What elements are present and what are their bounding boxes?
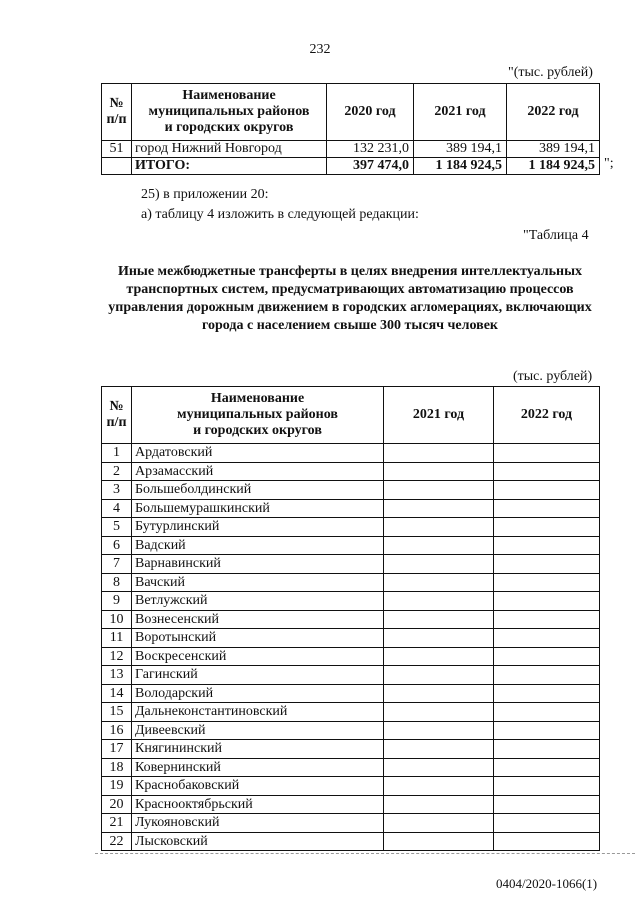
- row-2021: [384, 518, 494, 537]
- header-2021: 2021 год: [414, 84, 507, 141]
- row-num: 20: [102, 795, 132, 814]
- total-num: [102, 158, 132, 175]
- table-row: [102, 610, 600, 629]
- row-2022: [494, 555, 600, 574]
- total-2022: 1 184 924,5: [507, 158, 600, 175]
- row-2021: [384, 795, 494, 814]
- total-2021: 1 184 924,5: [414, 158, 507, 175]
- row-2022: [494, 610, 600, 629]
- row-2022: [494, 777, 600, 796]
- row-num: 51: [102, 141, 132, 158]
- row-2022: [494, 592, 600, 611]
- row-name: Ветлужский: [132, 592, 384, 611]
- table-row: [102, 832, 600, 851]
- row-2021: [384, 832, 494, 851]
- row-num: 16: [102, 721, 132, 740]
- row-name: Дивеевский: [132, 721, 384, 740]
- row-2021: 389 194,1: [414, 141, 507, 158]
- row-num: 4: [102, 499, 132, 518]
- row-2021: [384, 481, 494, 500]
- row-num: 1: [102, 444, 132, 463]
- row-2021: [384, 610, 494, 629]
- table-row: [102, 555, 600, 574]
- row-name: Вадский: [132, 536, 384, 555]
- table-row: [102, 444, 600, 463]
- row-num: 6: [102, 536, 132, 555]
- row-2021: [384, 758, 494, 777]
- row-2021: [384, 703, 494, 722]
- row-num: 10: [102, 610, 132, 629]
- table-row: [102, 573, 600, 592]
- header-name: Наименование муниципальных районов и городских округов: [132, 387, 384, 444]
- row-2022: 389 194,1: [507, 141, 600, 158]
- row-name: Вознесенский: [132, 610, 384, 629]
- row-name: Ковернинский: [132, 758, 384, 777]
- table-row: [102, 647, 600, 666]
- row-2022: [494, 444, 600, 463]
- table-row: [102, 141, 600, 158]
- appropriations-table: [101, 83, 600, 175]
- row-name: Княгининский: [132, 740, 384, 759]
- row-num: 19: [102, 777, 132, 796]
- row-2022: [494, 629, 600, 648]
- table-row: [102, 629, 600, 648]
- table-row: [102, 518, 600, 537]
- row-2022: [494, 721, 600, 740]
- row-2022: [494, 647, 600, 666]
- row-num: 21: [102, 814, 132, 833]
- table-row: [102, 536, 600, 555]
- table-row: [102, 814, 600, 833]
- row-num: 14: [102, 684, 132, 703]
- row-num: 8: [102, 573, 132, 592]
- row-2022: [494, 795, 600, 814]
- row-2021: [384, 536, 494, 555]
- row-2022: [494, 832, 600, 851]
- row-2022: [494, 740, 600, 759]
- row-num: 13: [102, 666, 132, 685]
- table2-body: [102, 444, 600, 851]
- row-name: Варнавинский: [132, 555, 384, 574]
- header-2022: 2022 год: [507, 84, 600, 141]
- row-name: Воскресенский: [132, 647, 384, 666]
- row-2021: [384, 555, 494, 574]
- row-num: 3: [102, 481, 132, 500]
- row-2022: [494, 518, 600, 537]
- transfers-table: [101, 386, 600, 851]
- header-2021: 2021 год: [384, 387, 494, 444]
- row-2021: [384, 740, 494, 759]
- row-name: Володарский: [132, 684, 384, 703]
- row-num: 22: [102, 832, 132, 851]
- row-num: 11: [102, 629, 132, 648]
- row-name: Дальнеконстантиновский: [132, 703, 384, 722]
- row-2022: [494, 499, 600, 518]
- table2-header-row: [102, 387, 600, 444]
- header-num: № п/п: [102, 84, 132, 141]
- row-2021: [384, 666, 494, 685]
- row-2021: [384, 814, 494, 833]
- row-2022: [494, 666, 600, 685]
- row-2020: 132 231,0: [327, 141, 414, 158]
- table-heading: Иные межбюджетные трансферты в целях внедрения интеллектуальных транспортных систем, предусматривающих автоматизацию процессов управления дорожным движением в городских агломерациях, включающих города с населением свыше 300 тысяч человек: [108, 264, 592, 333]
- total-2020: 397 474,0: [327, 158, 414, 175]
- row-name: Лукояновский: [132, 814, 384, 833]
- table-row: [102, 703, 600, 722]
- row-name: Краснооктябрьский: [132, 795, 384, 814]
- row-2022: [494, 573, 600, 592]
- row-2021: [384, 647, 494, 666]
- row-name: Краснобаковский: [132, 777, 384, 796]
- header-num: № п/п: [102, 387, 132, 444]
- table-row: [102, 592, 600, 611]
- table-row: [102, 777, 600, 796]
- table-label: "Таблица 4: [523, 228, 589, 243]
- row-2022: [494, 462, 600, 481]
- row-name: Бутурлинский: [132, 518, 384, 537]
- row-name: город Нижний Новгород: [132, 141, 327, 158]
- row-2021: [384, 444, 494, 463]
- row-2022: [494, 481, 600, 500]
- table-row: [102, 499, 600, 518]
- total-label: ИТОГО:: [132, 158, 327, 175]
- row-name: Большеболдинский: [132, 481, 384, 500]
- row-num: 5: [102, 518, 132, 537]
- footer-divider: [95, 853, 635, 854]
- row-2021: [384, 777, 494, 796]
- row-num: 9: [102, 592, 132, 611]
- row-name: Арзамасский: [132, 462, 384, 481]
- row-num: 15: [102, 703, 132, 722]
- row-2021: [384, 592, 494, 611]
- table2-unit: (тыс. рублей): [513, 369, 593, 384]
- table1-unit: "(тыс. рублей): [508, 65, 593, 80]
- row-num: 7: [102, 555, 132, 574]
- table-row: [102, 740, 600, 759]
- header-2022: 2022 год: [494, 387, 600, 444]
- row-num: 17: [102, 740, 132, 759]
- row-num: 18: [102, 758, 132, 777]
- row-2022: [494, 814, 600, 833]
- table-row: [102, 758, 600, 777]
- row-name: Вачский: [132, 573, 384, 592]
- header-name: Наименование муниципальных районов и городских округов: [132, 84, 327, 141]
- paragraph-25: 25) в приложении 20:: [141, 187, 269, 202]
- row-num: 2: [102, 462, 132, 481]
- table-row: [102, 684, 600, 703]
- table-row: [102, 666, 600, 685]
- row-2021: [384, 573, 494, 592]
- row-2021: [384, 462, 494, 481]
- table-row: [102, 795, 600, 814]
- row-2021: [384, 499, 494, 518]
- row-name: Лысковский: [132, 832, 384, 851]
- row-name: Гагинский: [132, 666, 384, 685]
- header-2020: 2020 год: [327, 84, 414, 141]
- paragraph-a: а) таблицу 4 изложить в следующей редакции:: [141, 207, 419, 222]
- row-2021: [384, 721, 494, 740]
- table1-header-row: [102, 84, 600, 141]
- row-name: Ардатовский: [132, 444, 384, 463]
- row-2022: [494, 703, 600, 722]
- row-num: 12: [102, 647, 132, 666]
- table-row: [102, 462, 600, 481]
- row-2022: [494, 758, 600, 777]
- table-row: [102, 481, 600, 500]
- page-number: 232: [309, 42, 331, 57]
- row-2021: [384, 629, 494, 648]
- row-2022: [494, 684, 600, 703]
- table-row: [102, 721, 600, 740]
- row-2022: [494, 536, 600, 555]
- row-2021: [384, 684, 494, 703]
- row-name: Воротынский: [132, 629, 384, 648]
- closing-quote: ";: [604, 156, 614, 171]
- total-row: [102, 158, 600, 175]
- document-code: 0404/2020-1066(1): [496, 876, 598, 891]
- row-name: Большемурашкинский: [132, 499, 384, 518]
